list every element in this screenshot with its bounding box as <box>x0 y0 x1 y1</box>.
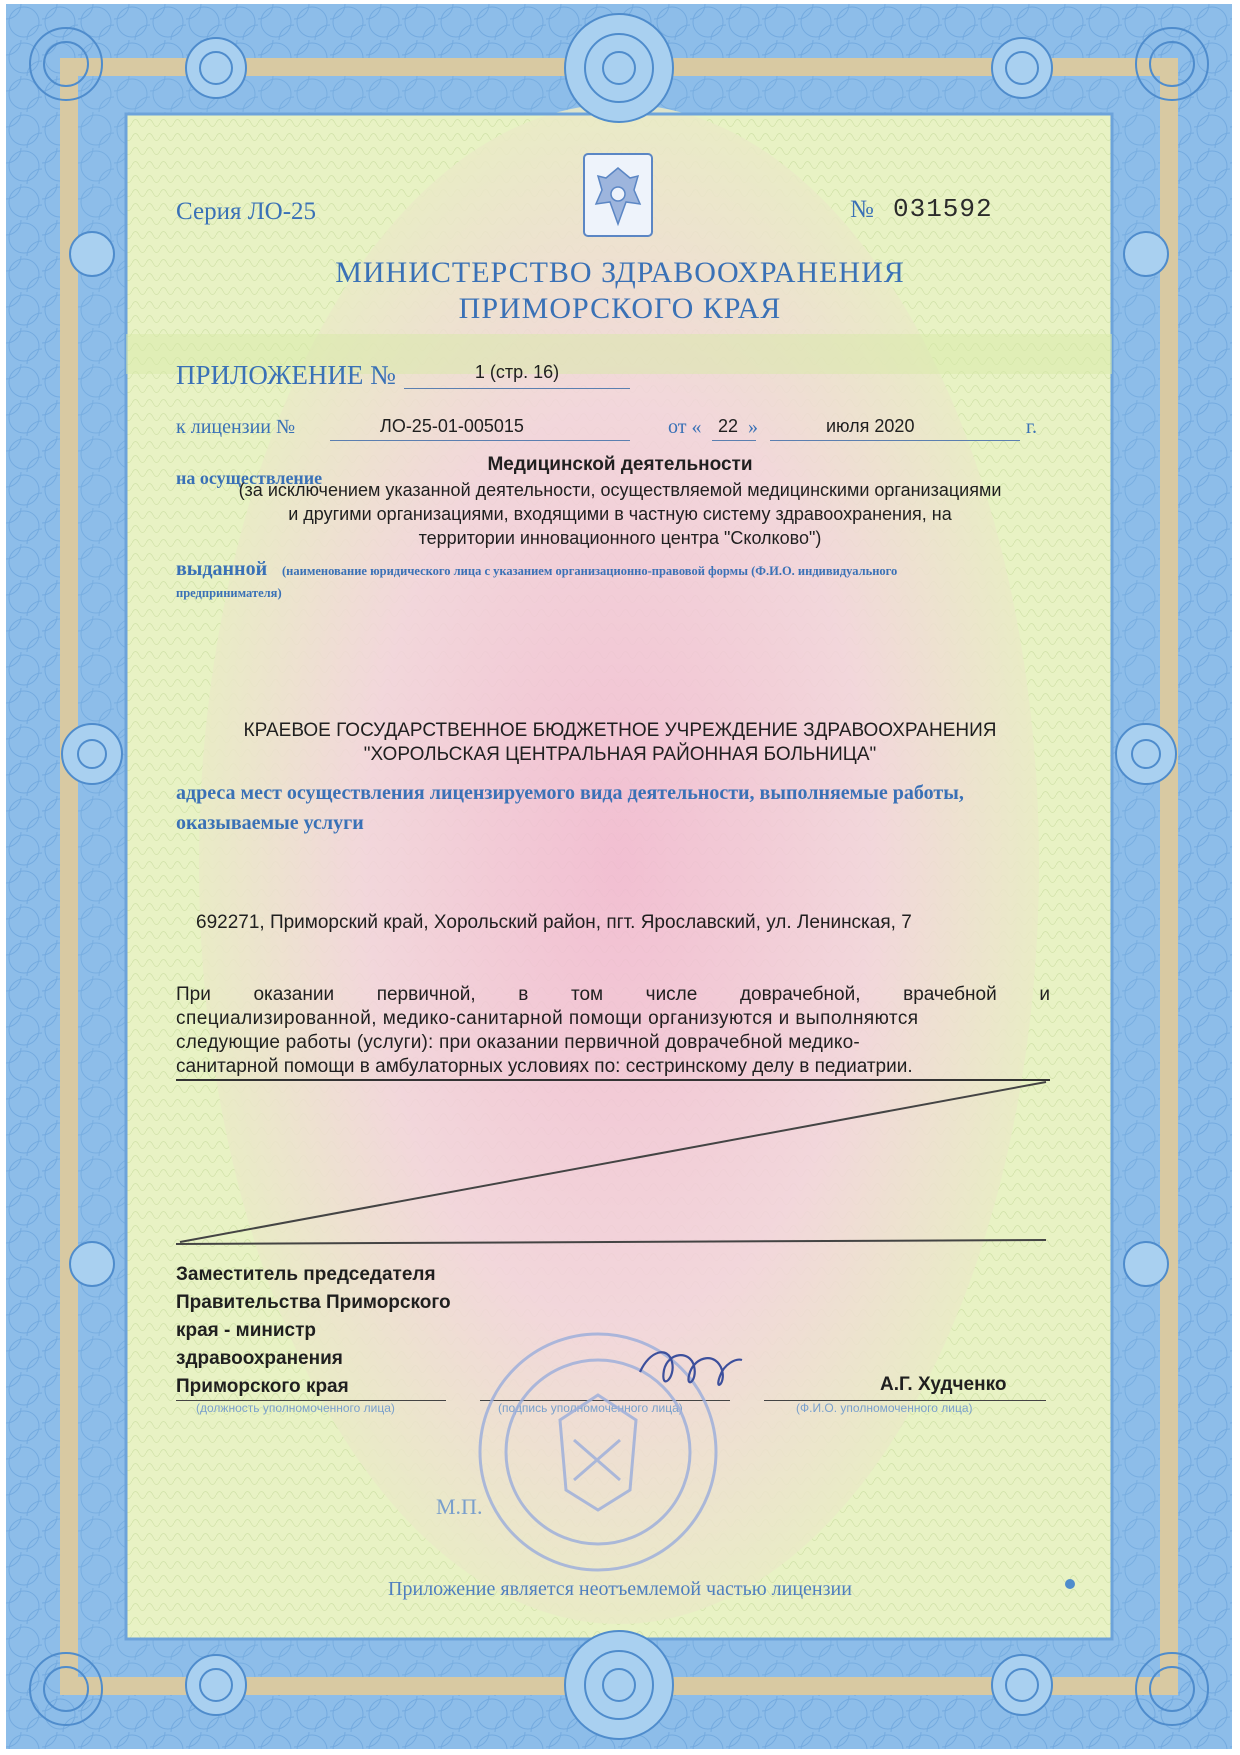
issued-hint-line1: (наименование юридического лица с указанием организационно-правовой формы (Ф.И.О. индивидуального <box>282 564 898 578</box>
activity-address: 692271, Приморский край, Хорольский район, пгт. Ярославский, ул. Ленинская, 7 <box>196 912 912 933</box>
footer-note: Приложение является неотъемлемой частью лицензии <box>388 1578 852 1600</box>
signatory-line3: края - министр <box>176 1320 317 1341</box>
license-date-close: » <box>748 416 758 438</box>
signatory-name: А.Г. Худченко <box>880 1374 1007 1395</box>
signatory-line4: здравоохранения <box>176 1348 343 1369</box>
activity-line1: (за исключением указанной деятельности, осуществляемой медицинскими организациями <box>238 480 1002 500</box>
license-year-suffix: г. <box>1026 416 1037 438</box>
signatory-line2: Правительства Приморского <box>176 1292 451 1313</box>
series-label: Серия ЛО-25 <box>176 198 317 225</box>
services-line2: специализированной, медико-санитарной помощи организуются и выполняются <box>176 1008 919 1029</box>
stamp-place: М.П. <box>436 1494 483 1519</box>
appendix-label: ПРИЛОЖЕНИЕ № <box>176 360 396 390</box>
activity-line3: территории инновационного центра "Сколково") <box>418 528 822 548</box>
position-hint: (должность уполномоченного лица) <box>196 1401 395 1415</box>
activity-line2: и другими организациями, входящими в частную систему здравоохранения, на <box>288 504 952 524</box>
license-label: к лицензии № <box>176 416 296 438</box>
name-hint: (Ф.И.О. уполномоченного лица) <box>796 1401 973 1415</box>
services-word: числе <box>645 984 698 1005</box>
form-number: 031592 <box>893 194 993 224</box>
services-word: доврачебной, <box>739 984 861 1005</box>
activity-label: на осуществление <box>176 468 323 488</box>
signatory-position: Приморского края <box>176 1376 349 1397</box>
places-label-line1: адреса мест осуществления лицензируемого вида деятельности, выполняемые работы, <box>176 782 964 804</box>
ministry-title-line1: МИНИСТЕРСТВО ЗДРАВООХРАНЕНИЯ <box>335 256 905 289</box>
services-word: врачебной <box>903 984 997 1005</box>
services-word: и <box>1039 984 1050 1005</box>
services-word: При <box>176 984 211 1005</box>
activity-title: Медицинской деятельности <box>487 454 753 475</box>
issued-hint-line2: предпринимателя) <box>176 586 282 600</box>
license-day: 22 <box>718 416 739 436</box>
issued-label: выданной <box>176 558 268 580</box>
services-line4: санитарной помощи в амбулаторных условиях по: сестринскому делу в педиатрии. <box>176 1056 913 1077</box>
services-word: оказании <box>253 984 335 1005</box>
organization-line1: КРАЕВОЕ ГОСУДАРСТВЕННОЕ БЮДЖЕТНОЕ УЧРЕЖДЕНИЕ ЗДРАВООХРАНЕНИЯ <box>243 720 997 741</box>
license-number: ЛО-25-01-005015 <box>380 416 524 436</box>
organization-line2: "ХОРОЛЬСКАЯ ЦЕНТРАЛЬНАЯ РАЙОННАЯ БОЛЬНИЦА" <box>363 744 877 765</box>
services-word: том <box>570 984 604 1005</box>
signatory-line1: Заместитель председателя <box>176 1264 436 1285</box>
services-word: в <box>518 984 529 1005</box>
appendix-value: 1 (стр. 16) <box>474 362 560 382</box>
services-line3: следующие работы (услуги): при оказании первичной доврачебной медико- <box>176 1032 860 1053</box>
license-date-open: от « <box>668 416 702 438</box>
places-label-line2: оказываемые услуги <box>176 812 364 834</box>
number-sign: № <box>850 196 874 223</box>
ministry-title-line2: ПРИМОРСКОГО КРАЯ <box>458 292 782 325</box>
license-month-year: июля 2020 <box>826 416 915 436</box>
services-word: первичной, <box>376 984 476 1005</box>
signature-hint: (подпись уполномоченного лица) <box>498 1401 683 1415</box>
